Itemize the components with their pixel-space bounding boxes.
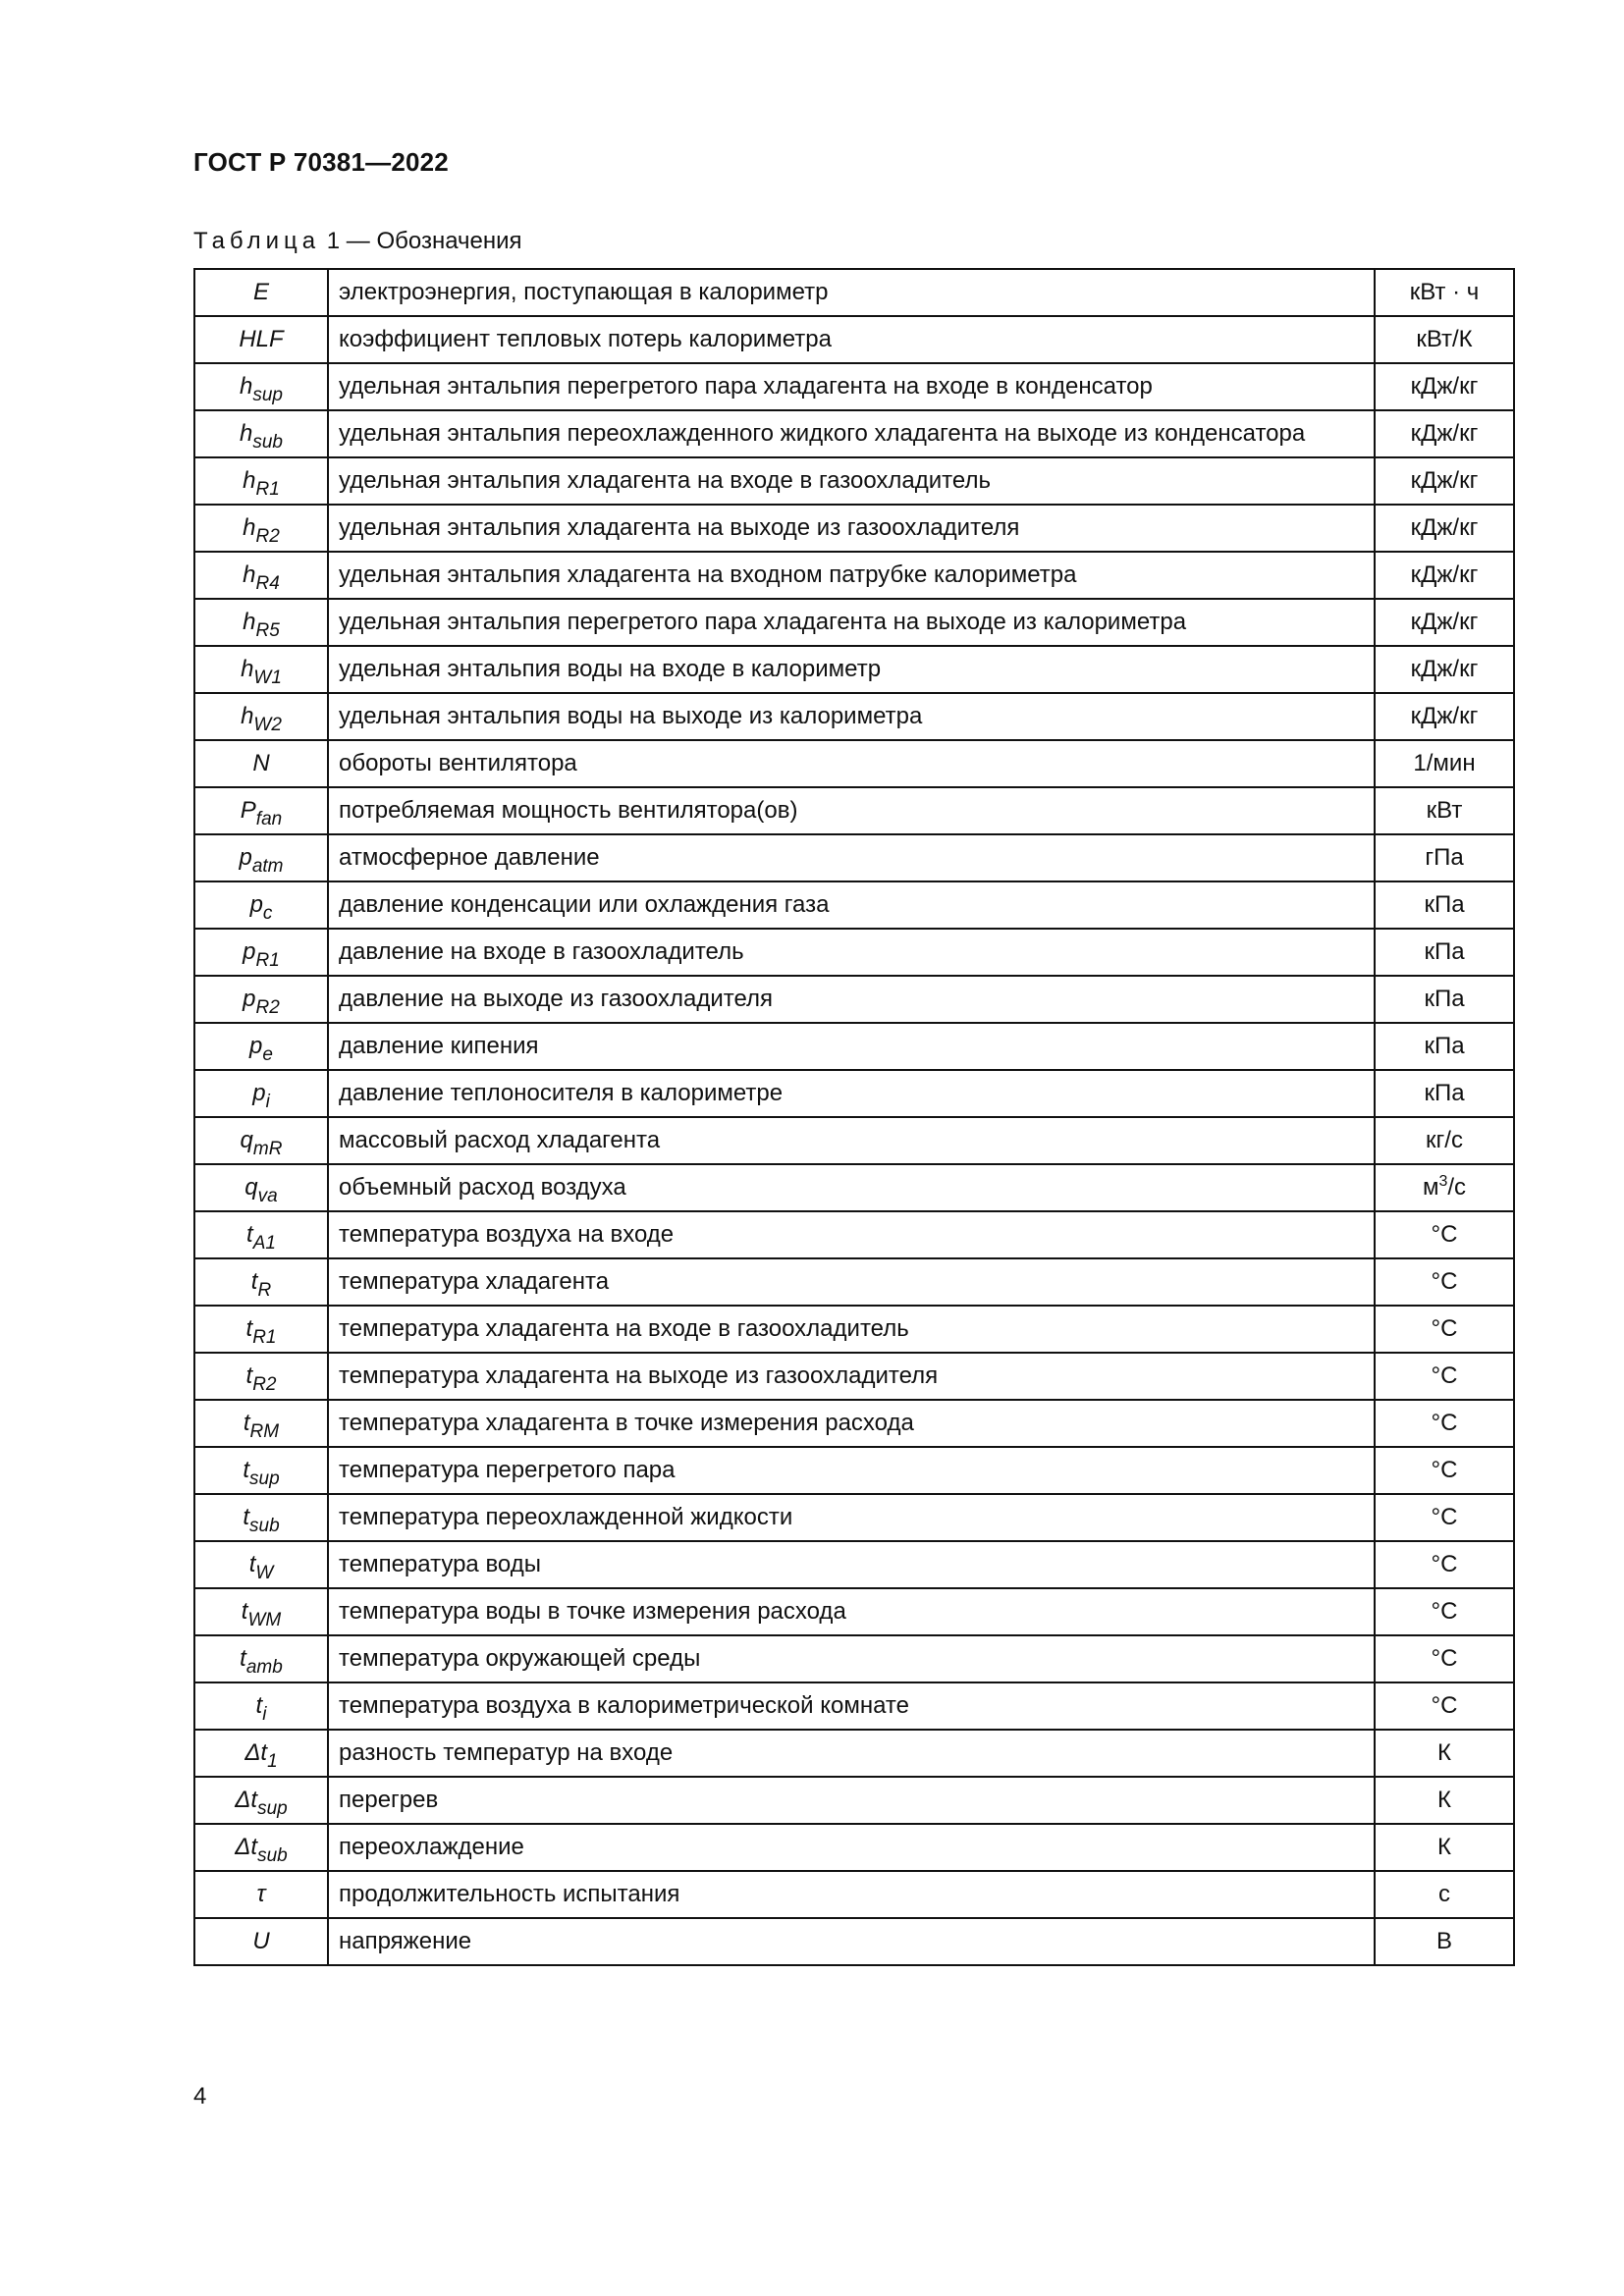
unit-cell [1375, 1353, 1514, 1400]
table-row [194, 363, 1514, 410]
unit-cell [1375, 1258, 1514, 1306]
symbol-cell [194, 693, 328, 740]
symbol-base: t [248, 1551, 256, 1577]
symbol-subscript: R1 [255, 479, 280, 500]
symbol-base: Δt [235, 1787, 258, 1813]
unit-cell [1375, 1871, 1514, 1918]
unit-cell [1375, 1824, 1514, 1871]
unit-cell [1375, 1023, 1514, 1070]
unit-text: кПа [1424, 986, 1465, 1012]
table-row [194, 1306, 1514, 1353]
symbol-cell [194, 599, 328, 646]
symbol-cell [194, 1730, 328, 1777]
unit-cell [1375, 929, 1514, 976]
unit-text: гПа [1425, 844, 1464, 871]
unit-cell [1375, 1777, 1514, 1824]
unit-text: кДж/кг [1410, 514, 1479, 541]
symbol-cell [194, 269, 328, 316]
symbol-subscript: W1 [253, 667, 282, 688]
page-number: 4 [193, 2083, 207, 2109]
symbol-base: t [240, 1645, 246, 1672]
symbol-cell [194, 740, 328, 787]
description-cell: удельная энтальпия воды на выходе из калориметра [328, 693, 1375, 740]
table-row [194, 1164, 1514, 1211]
description-cell: потребляемая мощность вентилятора(ов) [328, 787, 1375, 834]
unit-text: К [1437, 1739, 1451, 1766]
symbol-subscript: e [262, 1044, 273, 1065]
symbol-cell [194, 881, 328, 929]
unit-text: 1/мин [1413, 750, 1476, 776]
unit-text: кПа [1424, 891, 1465, 918]
table-caption [193, 228, 522, 255]
unit-text: °C [1431, 1221, 1458, 1248]
description-cell: температура воздуха в калориметрической комнате [328, 1682, 1375, 1730]
description-cell: объемный расход воздуха [328, 1164, 1375, 1211]
unit-text: м [1422, 1174, 1439, 1201]
symbol-cell [194, 1117, 328, 1164]
symbol-base: h [240, 373, 253, 400]
description-cell: температура хладагента [328, 1258, 1375, 1306]
description-cell: разность температур на входе [328, 1730, 1375, 1777]
unit-cell [1375, 1682, 1514, 1730]
unit-text: кПа [1424, 1080, 1465, 1106]
unit-text: кДж/кг [1410, 703, 1479, 729]
table-row [194, 505, 1514, 552]
symbol-base: t [250, 1268, 258, 1295]
table-row [194, 1258, 1514, 1306]
description-cell: давление на выходе из газоохладителя [328, 976, 1375, 1023]
symbol-cell [194, 834, 328, 881]
symbol-subscript: R [257, 1280, 272, 1301]
symbol-base: Δt [235, 1834, 258, 1860]
description-cell: температура переохлажденной жидкости [328, 1494, 1375, 1541]
table-row [194, 599, 1514, 646]
description-cell: удельная энтальпия воды на входе в калориметр [328, 646, 1375, 693]
table-row [194, 1871, 1514, 1918]
symbol-subscript: sup [252, 385, 283, 405]
symbol-cell [194, 1635, 328, 1682]
table-row [194, 834, 1514, 881]
table-row [194, 787, 1514, 834]
description-cell: переохлаждение [328, 1824, 1375, 1871]
symbol-cell [194, 1588, 328, 1635]
table-row [194, 1730, 1514, 1777]
symbol-base: p [249, 1033, 263, 1059]
unit-cell [1375, 505, 1514, 552]
symbol-base: N [252, 750, 270, 776]
description-cell: температура воды [328, 1541, 1375, 1588]
description-cell: давление кипения [328, 1023, 1375, 1070]
table-row [194, 646, 1514, 693]
table-row [194, 457, 1514, 505]
unit-text: В [1435, 1928, 1452, 1954]
unit-text: кДж/кг [1410, 656, 1479, 682]
symbol-base: p [252, 1080, 266, 1106]
document-header: ГОСТ Р 70381—2022 [193, 147, 449, 177]
unit-text: °C [1431, 1598, 1458, 1625]
symbol-base: t [255, 1692, 263, 1719]
unit-text: °C [1431, 1551, 1458, 1577]
description-cell: коэффициент тепловых потерь калориметра [328, 316, 1375, 363]
description-cell: удельная энтальпия переохлажденного жидкого хладагента на выходе из конденсатора [328, 410, 1375, 457]
symbol-subscript: W2 [253, 715, 282, 735]
symbol-cell [194, 1258, 328, 1306]
table-row [194, 552, 1514, 599]
symbol-base: t [243, 1410, 250, 1436]
table-row [194, 316, 1514, 363]
symbol-subscript: R4 [255, 573, 280, 594]
unit-superscript: 3 [1438, 1173, 1448, 1190]
unit-cell [1375, 316, 1514, 363]
table-row [194, 1635, 1514, 1682]
unit-text: кПа [1424, 1033, 1465, 1059]
symbol-subscript: mR [252, 1139, 283, 1159]
description-cell: давление теплоносителя в калориметре [328, 1070, 1375, 1117]
unit-cell [1375, 457, 1514, 505]
unit-text: °C [1431, 1645, 1458, 1672]
symbol-subscript: R2 [255, 526, 280, 547]
description-cell: электроэнергия, поступающая в калориметр [328, 269, 1375, 316]
symbol-base: h [243, 609, 256, 635]
unit-cell [1375, 552, 1514, 599]
unit-cell [1375, 976, 1514, 1023]
description-cell: давление конденсации или охлаждения газа [328, 881, 1375, 929]
symbol-base: t [243, 1504, 250, 1530]
unit-text: К [1437, 1787, 1451, 1813]
symbol-base: HLF [239, 326, 284, 352]
symbol-base: p [243, 986, 256, 1012]
table-row [194, 1918, 1514, 1965]
symbol-base: q [240, 1127, 253, 1153]
description-cell: удельная энтальпия хладагента на входе в газоохладитель [328, 457, 1375, 505]
description-cell: массовый расход хладагента [328, 1117, 1375, 1164]
symbol-base: h [243, 467, 256, 494]
symbol-cell [194, 1682, 328, 1730]
symbol-subscript: sub [249, 1516, 280, 1536]
unit-cell [1375, 787, 1514, 834]
table-row [194, 1023, 1514, 1070]
table-row [194, 976, 1514, 1023]
symbol-base: t [245, 1315, 253, 1342]
description-cell: температура перегретого пара [328, 1447, 1375, 1494]
table-row [194, 1588, 1514, 1635]
symbol-subscript: i [262, 1704, 267, 1725]
description-cell: температура окружающей среды [328, 1635, 1375, 1682]
unit-cell [1375, 1918, 1514, 1965]
description-cell: атмосферное давление [328, 834, 1375, 881]
unit-text: кПа [1424, 938, 1465, 965]
table-row [194, 929, 1514, 976]
symbol-cell [194, 1023, 328, 1070]
description-cell: температура хладагента в точке измерения расхода [328, 1400, 1375, 1447]
symbol-base: h [243, 561, 256, 588]
description-cell: удельная энтальпия хладагента на выходе из газоохладителя [328, 505, 1375, 552]
unit-text: кДж/кг [1410, 609, 1479, 635]
symbol-cell [194, 1211, 328, 1258]
unit-cell [1375, 1400, 1514, 1447]
symbol-base: h [241, 656, 254, 682]
symbol-subscript: sub [252, 432, 283, 453]
unit-cell [1375, 1070, 1514, 1117]
symbol-cell [194, 929, 328, 976]
symbol-subscript: R1 [255, 950, 280, 971]
unit-cell [1375, 693, 1514, 740]
unit-text: с [1438, 1881, 1450, 1907]
unit-cell [1375, 599, 1514, 646]
table-row [194, 1211, 1514, 1258]
unit-cell [1375, 1306, 1514, 1353]
symbol-cell [194, 363, 328, 410]
symbol-base: t [243, 1457, 250, 1483]
description-cell: продолжительность испытания [328, 1871, 1375, 1918]
symbol-subscript: R5 [255, 620, 280, 641]
symbol-cell [194, 1824, 328, 1871]
description-cell: удельная энтальпия перегретого пара хладагента на выходе из калориметра [328, 599, 1375, 646]
description-cell: температура хладагента на выходе из газоохладителя [328, 1353, 1375, 1400]
table-row [194, 693, 1514, 740]
unit-cell [1375, 646, 1514, 693]
unit-text: °C [1431, 1315, 1458, 1342]
symbol-cell [194, 410, 328, 457]
symbol-base: τ [256, 1881, 266, 1907]
unit-cell [1375, 834, 1514, 881]
unit-cell [1375, 363, 1514, 410]
unit-text: °C [1431, 1410, 1458, 1436]
symbol-base: E [252, 279, 269, 305]
unit-cell [1375, 410, 1514, 457]
description-cell: обороты вентилятора [328, 740, 1375, 787]
symbol-cell [194, 1353, 328, 1400]
unit-text: °C [1431, 1504, 1458, 1530]
unit-text: кВт/К [1416, 326, 1473, 352]
symbol-subscript: A1 [252, 1233, 276, 1254]
symbol-cell [194, 316, 328, 363]
symbol-subscript: sup [249, 1468, 280, 1489]
description-cell: перегрев [328, 1777, 1375, 1824]
table-row [194, 1541, 1514, 1588]
table-caption-prefix: Таблица [193, 228, 321, 254]
unit-text: кВт [1426, 797, 1463, 824]
table-row [194, 1824, 1514, 1871]
symbol-base: q [244, 1174, 258, 1201]
symbol-base: p [249, 891, 263, 918]
symbol-cell [194, 1164, 328, 1211]
unit-text: кДж/кг [1410, 561, 1479, 588]
symbol-subscript: R1 [252, 1327, 277, 1348]
table-caption-title: 1 — Обозначения [320, 228, 522, 254]
table-row [194, 410, 1514, 457]
symbol-subscript: sub [257, 1845, 288, 1866]
symbol-subscript: WM [247, 1610, 282, 1630]
symbol-cell [194, 646, 328, 693]
symbol-base: h [241, 703, 254, 729]
unit-cell [1375, 1588, 1514, 1635]
table-row [194, 1400, 1514, 1447]
table-row [194, 1494, 1514, 1541]
unit-cell [1375, 740, 1514, 787]
symbol-subscript: amb [245, 1657, 283, 1678]
symbol-cell [194, 1541, 328, 1588]
symbol-cell [194, 976, 328, 1023]
symbol-cell [194, 1447, 328, 1494]
symbol-cell [194, 1306, 328, 1353]
table-row [194, 1682, 1514, 1730]
symbols-table-body [194, 269, 1514, 1965]
symbol-base: U [252, 1928, 270, 1954]
symbol-base: Δt [244, 1739, 268, 1766]
unit-text: °C [1431, 1268, 1458, 1295]
symbol-cell [194, 505, 328, 552]
description-cell: удельная энтальпия перегретого пара хладагента на входе в конденсатор [328, 363, 1375, 410]
table-row [194, 740, 1514, 787]
symbol-cell [194, 1777, 328, 1824]
unit-text: К [1437, 1834, 1451, 1860]
description-cell: давление на входе в газоохладитель [328, 929, 1375, 976]
table-row [194, 1777, 1514, 1824]
symbol-subscript: i [265, 1092, 270, 1112]
description-cell: температура хладагента на входе в газоохладитель [328, 1306, 1375, 1353]
symbol-cell [194, 787, 328, 834]
symbol-subscript: fan [255, 809, 283, 829]
symbol-cell [194, 1070, 328, 1117]
table-row [194, 1353, 1514, 1400]
unit-text: кДж/кг [1410, 467, 1479, 494]
symbol-subscript: sup [257, 1798, 288, 1819]
symbol-subscript: W [255, 1563, 274, 1583]
unit-text: кДж/кг [1410, 420, 1479, 447]
symbol-cell [194, 552, 328, 599]
unit-text: °C [1431, 1457, 1458, 1483]
unit-cell [1375, 1635, 1514, 1682]
table-row [194, 1070, 1514, 1117]
unit-cell [1375, 881, 1514, 929]
unit-cell [1375, 1541, 1514, 1588]
unit-cell [1375, 1447, 1514, 1494]
description-cell: температура воды в точке измерения расхода [328, 1588, 1375, 1635]
unit-cell [1375, 1730, 1514, 1777]
symbol-cell [194, 1918, 328, 1965]
unit-cell [1375, 1494, 1514, 1541]
symbol-subscript: R2 [255, 997, 280, 1018]
unit-text: кДж/кг [1410, 373, 1479, 400]
symbol-subscript: RM [249, 1421, 280, 1442]
table-row [194, 269, 1514, 316]
symbol-cell [194, 1400, 328, 1447]
symbol-base: t [241, 1598, 248, 1625]
table-row [194, 1117, 1514, 1164]
symbol-subscript: atm [251, 856, 284, 877]
symbol-base: P [240, 797, 256, 824]
symbol-cell [194, 1494, 328, 1541]
symbol-subscript: R2 [252, 1374, 277, 1395]
unit-text: кг/с [1426, 1127, 1463, 1153]
symbol-subscript: va [257, 1186, 278, 1206]
unit-text: °C [1431, 1362, 1458, 1389]
description-cell: температура воздуха на входе [328, 1211, 1375, 1258]
table-row [194, 881, 1514, 929]
unit-cell [1375, 1117, 1514, 1164]
unit-cell [1375, 1164, 1514, 1211]
symbols-table [193, 268, 1515, 1966]
unit-text: °C [1431, 1692, 1458, 1719]
unit-text: кВт · ч [1409, 279, 1480, 305]
unit-cell [1375, 1211, 1514, 1258]
symbol-base: p [243, 938, 256, 965]
symbol-subscript: 1 [267, 1751, 278, 1772]
description-cell: удельная энтальпия хладагента на входном патрубке калориметра [328, 552, 1375, 599]
symbol-base: h [243, 514, 256, 541]
symbol-base: h [240, 420, 253, 447]
unit-tail: /с [1447, 1174, 1467, 1201]
symbol-base: t [245, 1362, 253, 1389]
table-row [194, 1447, 1514, 1494]
symbol-base: t [246, 1221, 253, 1248]
symbol-base: p [239, 844, 252, 871]
symbol-cell [194, 457, 328, 505]
symbol-subscript: c [262, 903, 273, 924]
unit-cell [1375, 269, 1514, 316]
description-cell: напряжение [328, 1918, 1375, 1965]
symbol-cell [194, 1871, 328, 1918]
